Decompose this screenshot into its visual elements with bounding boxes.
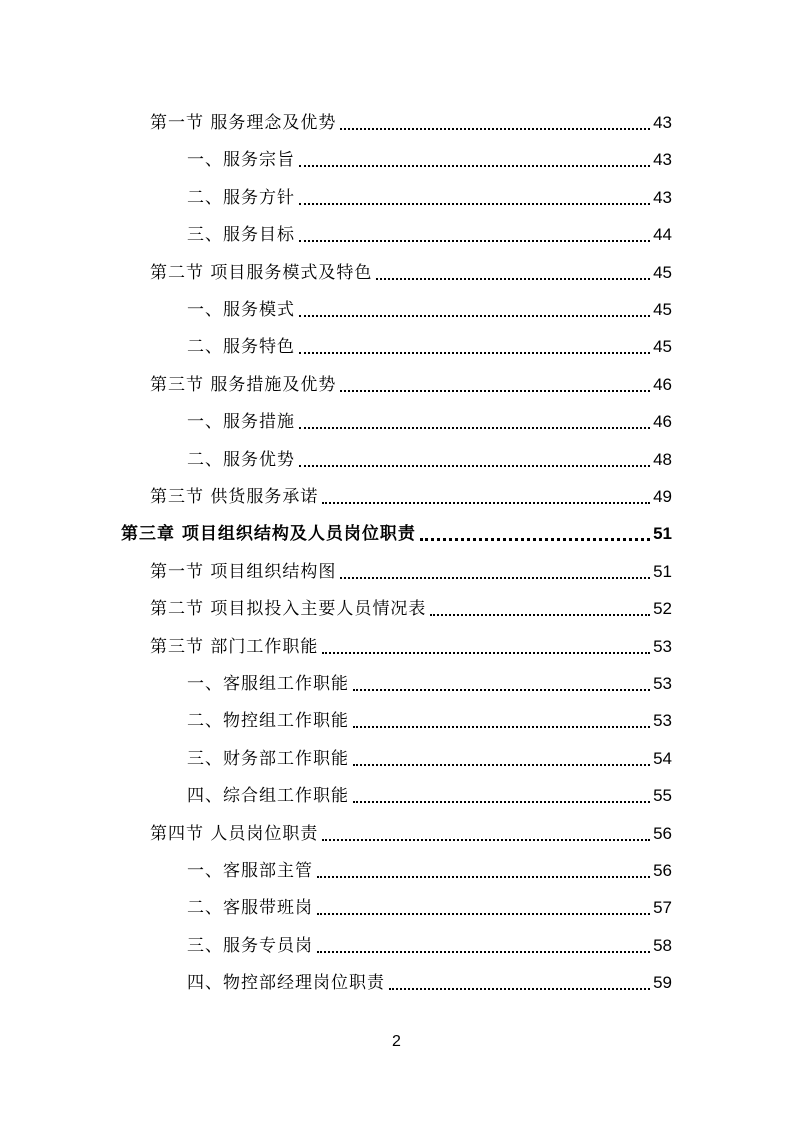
- toc-entry-label: 第四节 人员岗位职责: [150, 823, 319, 844]
- toc-leader-dots: [353, 726, 650, 728]
- toc-entry-page: 53: [653, 711, 672, 731]
- toc-leader-dots: [299, 203, 650, 205]
- toc-leader-dots: [389, 988, 650, 990]
- toc-entry-page: 48: [653, 449, 672, 469]
- toc-entry-label: 第三节 部门工作职能: [150, 636, 319, 657]
- toc-leader-dots: [317, 876, 650, 878]
- toc-subsection-entry[interactable]: [0, 701, 793, 731]
- toc-leader-dots: [322, 652, 650, 654]
- toc-entry-page: 46: [653, 374, 672, 394]
- toc-subsection-entry[interactable]: [0, 290, 793, 320]
- toc-entry-label: 二、服务方针: [187, 187, 295, 208]
- toc-entry-label: 三、服务目标: [187, 225, 295, 246]
- toc-leader-dots: [430, 614, 650, 616]
- toc-leader-dots: [376, 278, 650, 280]
- toc-entry-page: 53: [653, 674, 672, 693]
- toc-entry-page: 56: [653, 823, 672, 843]
- toc-entry-label: 一、客服组工作职能: [187, 674, 349, 694]
- toc-section-entry[interactable]: [0, 253, 793, 283]
- toc-entry-page: 43: [653, 187, 672, 207]
- toc-chapter-entry[interactable]: [0, 514, 793, 544]
- toc-subsection-entry[interactable]: [0, 851, 793, 881]
- toc-leader-dots: [322, 839, 650, 841]
- toc-entry-label: 第三节 服务措施及优势: [150, 374, 337, 395]
- toc-entry-page: 46: [653, 412, 672, 432]
- toc-entry-label: 三、财务部工作职能: [187, 748, 349, 769]
- toc-entry-label: 一、客服部主管: [187, 861, 313, 881]
- toc-entry-label: 二、客服带班岗: [187, 898, 313, 919]
- toc-entry-page: 59: [653, 973, 672, 993]
- toc-section-entry[interactable]: [0, 103, 793, 133]
- toc-entry-page: 49: [653, 487, 672, 506]
- toc-entry-label: 第三节 供货服务承诺: [150, 487, 319, 507]
- toc-section-entry[interactable]: [0, 589, 793, 619]
- toc-entry-label: 第一节 项目组织结构图: [150, 561, 337, 582]
- toc-entry-label: 第一节 服务理念及优势: [150, 113, 337, 133]
- toc-entry-label: 二、服务优势: [187, 449, 295, 470]
- toc-entry-page: 54: [653, 748, 672, 768]
- toc-leader-dots: [299, 352, 650, 354]
- toc-entry-page: 43: [653, 113, 672, 132]
- toc-subsection-entry[interactable]: [0, 926, 793, 956]
- toc-leader-dots: [353, 764, 650, 766]
- toc-subsection-entry[interactable]: [0, 327, 793, 357]
- toc-entry-label: 二、服务特色: [187, 337, 295, 358]
- toc-section-entry[interactable]: [0, 627, 793, 657]
- toc-subsection-entry[interactable]: [0, 178, 793, 208]
- toc-entry-page: 58: [653, 935, 672, 955]
- toc-entry-label: 四、综合组工作职能: [187, 786, 349, 807]
- toc-entry-page: 51: [653, 561, 672, 581]
- toc-entry-label: 三、服务专员岗: [187, 935, 313, 956]
- toc-entry-page: 45: [653, 300, 672, 319]
- toc-leader-dots: [322, 502, 650, 504]
- toc-leader-dots: [299, 315, 650, 317]
- toc-entry-page: 45: [653, 337, 672, 357]
- toc-leader-dots: [340, 577, 650, 579]
- toc-leader-dots: [317, 913, 650, 915]
- toc-subsection-entry[interactable]: [0, 664, 793, 694]
- toc-subsection-entry[interactable]: [0, 888, 793, 918]
- toc-leader-dots: [420, 538, 650, 541]
- toc-entry-label: 第二节 项目服务模式及特色: [150, 262, 373, 283]
- toc-section-entry[interactable]: [0, 552, 793, 582]
- toc-leader-dots: [340, 128, 650, 130]
- toc-entry-page: 45: [653, 262, 672, 282]
- toc-entry-label: 第三章 项目组织结构及人员岗位职责: [121, 524, 416, 545]
- page-number: 2: [392, 1033, 401, 1050]
- toc-leader-dots: [353, 801, 650, 803]
- toc-leader-dots: [317, 951, 650, 953]
- toc-section-entry[interactable]: [0, 477, 793, 507]
- toc-section-entry[interactable]: [0, 814, 793, 844]
- toc-entry-label: 四、物控部经理岗位职责: [187, 973, 385, 994]
- toc-entry-label: 第二节 项目拟投入主要人员情况表: [150, 599, 427, 620]
- toc-entry-page: 44: [653, 225, 672, 245]
- toc-section-entry[interactable]: [0, 365, 793, 395]
- toc-subsection-entry[interactable]: [0, 440, 793, 470]
- toc-leader-dots: [340, 390, 650, 392]
- toc-subsection-entry[interactable]: [0, 215, 793, 245]
- toc-entry-label: 一、服务宗旨: [187, 150, 295, 171]
- toc-entry-page: 43: [653, 150, 672, 170]
- toc-entry-label: 二、物控组工作职能: [187, 711, 349, 732]
- toc-subsection-entry[interactable]: [0, 402, 793, 432]
- toc-entry-page: 51: [653, 524, 672, 544]
- toc-entry-label: 一、服务措施: [187, 412, 295, 433]
- toc-entry-page: 55: [653, 786, 672, 806]
- toc-leader-dots: [353, 689, 650, 691]
- toc-leader-dots: [299, 165, 650, 167]
- toc-subsection-entry[interactable]: [0, 776, 793, 806]
- toc-leader-dots: [299, 427, 650, 429]
- toc-entry-label: 一、服务模式: [187, 300, 295, 320]
- toc-leader-dots: [299, 465, 650, 467]
- toc-leader-dots: [299, 240, 650, 242]
- toc-entry-page: 53: [653, 636, 672, 656]
- toc-entry-page: 52: [653, 599, 672, 619]
- toc-subsection-entry[interactable]: [0, 963, 793, 993]
- toc-subsection-entry[interactable]: [0, 140, 793, 170]
- toc-entry-page: 56: [653, 861, 672, 880]
- toc-entry-page: 57: [653, 898, 672, 918]
- toc-subsection-entry[interactable]: [0, 739, 793, 769]
